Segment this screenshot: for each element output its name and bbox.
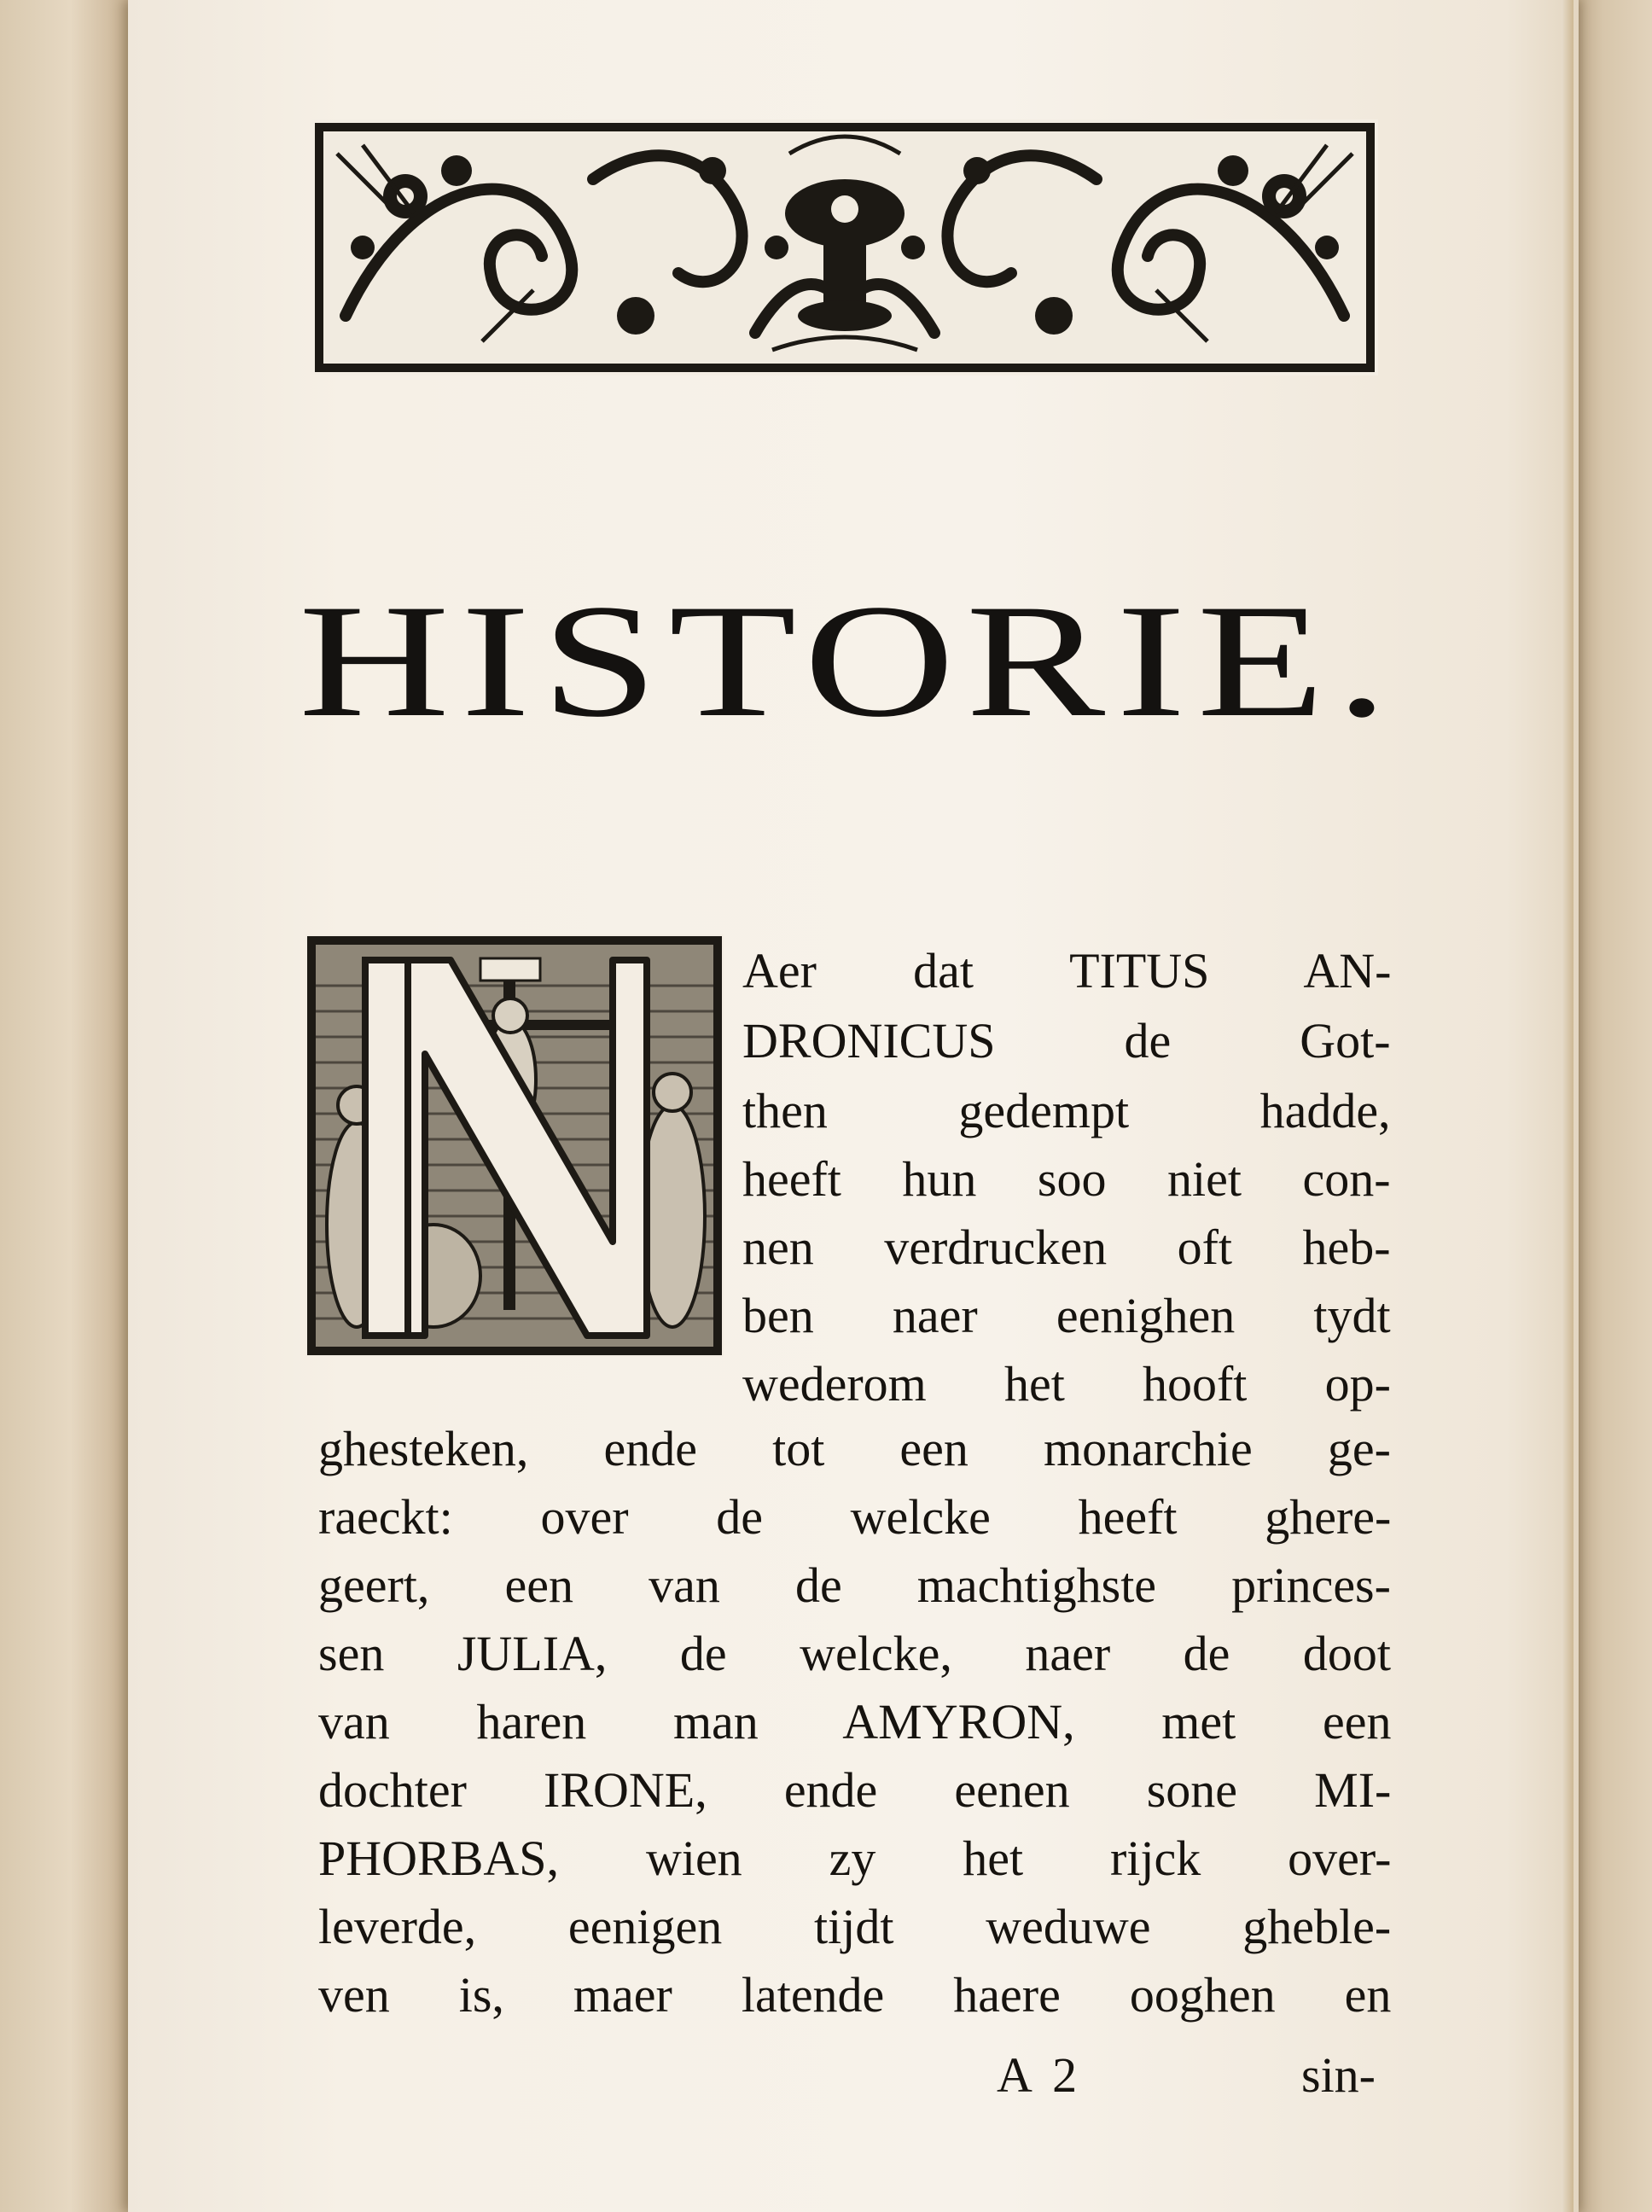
text-line: ghesteken, ende tot een monarchie ge- — [318, 1421, 1391, 1476]
text-line: PHORBAS, wien zy het rijck over- — [318, 1831, 1392, 1886]
text-line: van haren man AMYRON, met een — [318, 1694, 1392, 1749]
text-line: then gedempt hadde, — [742, 1083, 1391, 1138]
text-line: dochter IRONE, ende eenen sone MI- — [318, 1762, 1392, 1818]
text-line: DRONICUS de Got- — [742, 1013, 1391, 1068]
catchword: sin- — [1301, 2047, 1376, 2103]
text-line: geert, een van de machtighste princes- — [318, 1557, 1391, 1613]
text-line: leverde, eenigen tijdt weduwe gheble- — [318, 1899, 1392, 1954]
text-line: nen verdrucken oft heb- — [742, 1220, 1391, 1275]
text-line: ben naer eenighen tydt — [742, 1288, 1391, 1343]
text-line: raeckt: over de welcke heeft ghere- — [318, 1489, 1392, 1545]
text-line: sen JULIA, de welcke, naer de doot — [318, 1626, 1392, 1681]
signature-mark: A 2 — [997, 2047, 1083, 2103]
page-title: HISTORIE. — [299, 572, 1399, 751]
text-line: ven is, maer latende haere ooghen en — [318, 1967, 1392, 2023]
text-line: Aer dat TITUS AN- — [742, 943, 1392, 998]
text-line: wederom het hooft op- — [742, 1356, 1391, 1412]
text-line: heeft hun soo niet con- — [742, 1151, 1391, 1207]
